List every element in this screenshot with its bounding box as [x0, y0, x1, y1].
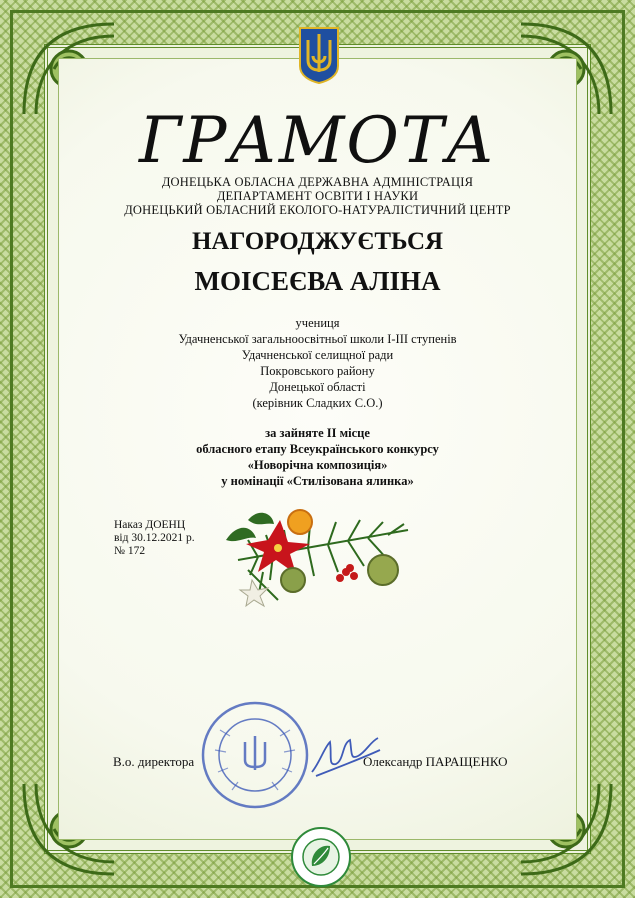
recipient-detail-5: Донецької області [269, 380, 366, 394]
recipient-name: МОІСЕЄВА АЛІНА [194, 266, 441, 296]
organization-line-3: ДОНЕЦЬКИЙ ОБЛАСНИЙ ЕКОЛОГО-НАТУРАЛІСТИЧНИЙ ЦЕНТР [124, 203, 511, 217]
certificate-title: ГРАМОТА [138, 104, 497, 178]
achievement-line-1: за зайняте ІІ місце [265, 426, 370, 440]
recipient-detail-6: (керівник Сладких С.О.) [252, 396, 383, 410]
recipient-detail-2: Удачненської загальноосвітньої школи І-ІІІ ступенів [178, 332, 457, 346]
christmas-decoration-icon [218, 500, 418, 610]
recipient-detail-1: учениця [295, 316, 340, 330]
recipient-detail-3: Удачненської селищної ради [241, 348, 394, 362]
organization-line-2: ДЕПАРТАМЕНТ ОСВІТИ І НАУКИ [216, 189, 419, 203]
awarded-heading: НАГОРОДЖУЄТЬСЯ [191, 228, 444, 255]
organization-line-1: ДОНЕЦЬКА ОБЛАСНА ДЕРЖАВНА АДМІНІСТРАЦІЯ [161, 175, 474, 189]
achievement-line-2: обласного етапу Всеукраїнського конкурсу [196, 442, 439, 456]
signatory-name: Олександр ПАРАЩЕНКО [363, 754, 508, 769]
recipient-detail-4: Покровського району [260, 364, 375, 378]
achievement-line-4: у номінації «Стилізована ялинка» [221, 474, 414, 488]
order-line-2: від 30.12.2021 р. [114, 532, 195, 544]
achievement-line-3: «Новорічна композиція» [247, 458, 388, 472]
order-line-1: Наказ ДОЕНЦ [114, 519, 186, 531]
order-reference [114, 519, 195, 558]
order-line-3: № 172 [114, 545, 146, 557]
signatory-position: В.о. директора [113, 754, 195, 769]
trident-emblem-icon [298, 26, 340, 84]
official-stamp-icon [200, 700, 310, 810]
eco-centre-logo-icon [290, 826, 352, 888]
